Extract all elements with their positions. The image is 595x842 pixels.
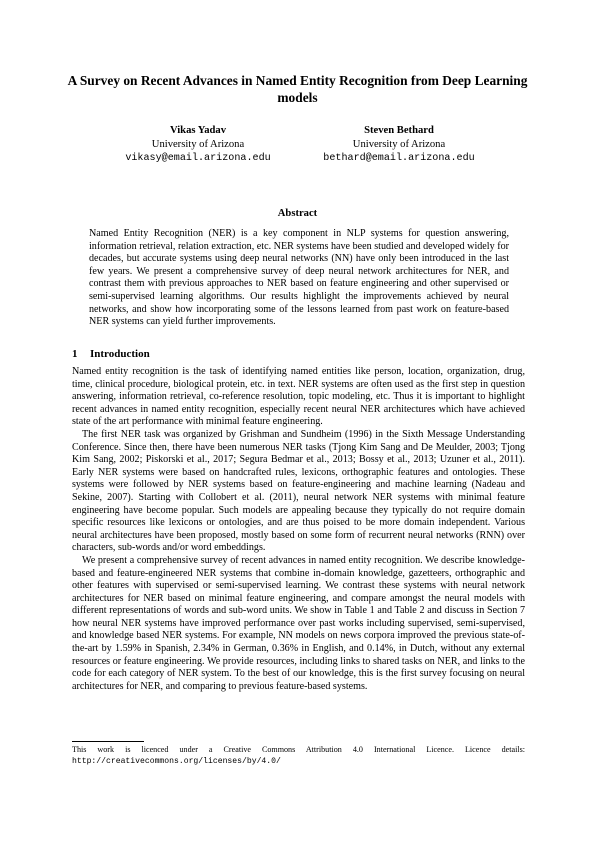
body-paragraph: We present a comprehensive survey of recent advances in named entity recognition. We describe knowledge-based and feature-engineered NER systems that combine in-domain knowledge, gazetteers, orthographic and other features with supervised or semi-supervised learning. We contrast these systems with neural network architectures for NER based on minimal feature engineering, and compare amongst the neural models with different representations of words and sub-word units. We show in Table 1 and Table 2 and discuss in Section 7 how neural NER systems have improved performance over past works including supervised, semi-supervised, and knowledge based NER systems. For example, NN models on news corpora improved the previous state-of-the-art by 1.59% in Spanish, 2.34% in German, 0.36% in English, and 0.14%, in Dutch, without any external resources or feature engineering. We provide resources, including links to shared tasks on NER, and links to the code for each category of NER system. To the best of our knowledge, this is the first survey focusing on neural architectures for NER, and comparing to previous feature-based systems. (72, 554, 525, 692)
author-block-2 (306, 124, 492, 166)
body-paragraph: The first NER task was organized by Grishman and Sundheim (1996) in the Sixth Message Understanding Conference. Since then, there have been numerous NER tasks (Tjong Kim Sang and De Meulder, 2003; Tjong Kim Sang, 2002; Piskorski et al., 2017; Segura Bedmar et al., 2013; Bossy et al., 2013; Uzuner et al., 2011). Early NER systems were based on handcrafted rules, lexicons, orthographic features and ontologies. These systems were followed by NER systems based on feature-engineering and machine learning (Nadeau and Sekine, 2007). Starting with Collobert et al. (2011), neural network NER systems with minimal feature engineering have become popular. Such models are appealing because they typically do not require domain specific resources like lexicons or ontologies, and are thus poised to be more domain independent. Various neural architectures have been proposed, mostly based on some form of recurrent neural networks (RNN) over characters, sub-words and/or word embeddings. (72, 428, 525, 554)
footnote-text: This work is licenced under a Creative Commons Attribution 4.0 International Licence. Licence details: (72, 745, 525, 754)
author-email: vikasy@email.arizona.edu (125, 153, 271, 164)
section-body (72, 366, 525, 693)
author-name: Vikas Yadav (169, 125, 227, 136)
paper-title: A Survey on Recent Advances in Named Entity Recognition from Deep Learning models (67, 73, 528, 105)
section-title: Introduction (90, 348, 150, 360)
author-affiliation: University of Arizona (352, 139, 446, 150)
abstract-heading: Abstract (277, 208, 318, 219)
section-number: 1 (72, 348, 78, 360)
body-paragraph: Named entity recognition is the task of identifying named entities like person, location, organization, drug, time, clinical procedure, biological protein, etc. in text. NER systems are often used as the first step in question answering, information retrieval, co-reference resolution, topic modeling, etc. Thus it is important to highlight recent advances in named entity recognition, especially recent neural NER architectures which have achieved state of the art performance with minimal feature engineering. (72, 366, 525, 428)
author-affiliation: University of Arizona (151, 139, 245, 150)
abstract-text: Named Entity Recognition (NER) is a key component in NLP systems for question answering, information retrieval, relation extraction, etc. NER systems have been studied and developed widely for decades, but accurate systems using deep neural networks (NN) have only been introduced in the last few years. We present a comprehensive survey of deep neural network architectures for NER, and contrast them with previous approaches to NER based on feature engineering and other supervised or semi-supervised learning algorithms. Our results highlight the improvements achieved by neural networks, and show how incorporating some of the lessons learned from past work on feature-based NER systems can yield further improvements. (89, 228, 509, 328)
author-name: Steven Bethard (364, 125, 434, 136)
license-link[interactable]: http://creativecommons.org/licenses/by/4.0/ (72, 756, 281, 766)
footnote (72, 745, 525, 767)
footnote-rule (72, 741, 144, 742)
author-email: bethard@email.arizona.edu (323, 153, 475, 164)
author-block-1 (108, 124, 288, 166)
section-heading (72, 348, 150, 360)
